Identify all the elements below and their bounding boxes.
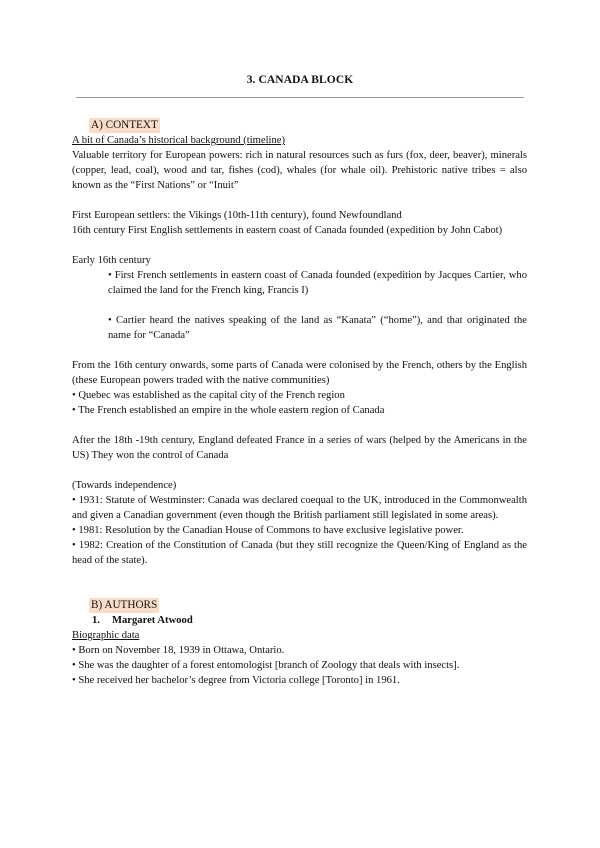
paragraph: First European settlers: the Vikings (10th-11th century), found Newfoundland (72, 210, 402, 221)
bullet-item: • Born on November 18, 1939 in Ottawa, Ontario. (72, 645, 285, 656)
context-subheading: A bit of Canada’s historical background (timeline) (72, 135, 285, 146)
author-number: 1. (92, 615, 100, 626)
bio-subheading: Biographic data (72, 630, 140, 641)
title-divider (76, 97, 524, 98)
author-heading (72, 613, 527, 628)
page-title: 3. CANADA BLOCK (246, 74, 354, 86)
paragraph: From the 16th century onwards, some parts of Canada were colonised by the French, others by the English (these European powers traded with the native communities) (72, 360, 527, 386)
paragraph: After the 18th -19th century, England defeated France in a series of wars (helped by the Americans in the US) They won the control of Canada (72, 435, 527, 461)
bullet-item: • The French established an empire in the whole eastern region of Canada (72, 405, 385, 416)
bullet-item: • 1981: Resolution by the Canadian House of Commons to have exclusive legislative power. (72, 525, 464, 536)
bullet-item: • 1931: Statute of Westminster: Canada was declared coequal to the UK, introduced in the Commonwealth and given a Canadian government (even though the British parliament still legislated in some areas). (72, 495, 527, 521)
bullet-item: • She received her bachelor’s degree from Victoria college [Toronto] in 1961. (72, 675, 400, 686)
section-heading-context: A) CONTEXT (91, 119, 158, 131)
bullet-item: • 1982: Creation of the Constitution of Canada (but they still recognize the Queen/King of England as the head of the state). (72, 540, 527, 566)
bullet-item: • She was the daughter of a forest entomologist [branch of Zoology that deals with insects]. (72, 660, 460, 671)
paragraph: Early 16th century (72, 255, 151, 266)
section-heading-authors: B) AUTHORS (91, 599, 158, 611)
bullet-item: • First French settlements in eastern coast of Canada founded (expedition by Jacques Cartier, who claimed the land for the French king, Francis I) (108, 270, 527, 296)
bullet-item: • Cartier heard the natives speaking of the land as “Kanata” (“home”), and that originated the name for “Canada” (108, 315, 527, 341)
document-body (72, 118, 527, 688)
paragraph: 16th century First English settlements in eastern coast of Canada founded (expedition by John Cabot) (72, 225, 503, 236)
paragraph: (Towards independence) (72, 480, 177, 491)
paragraph: Valuable territory for European powers: rich in natural resources such as furs (fox, deer, beaver), minerals (copper, lead, coal), wood and tar, fishes (cod), whales (for whale oil). Prehistoric native tribes = also known as the “First Nations” or “Inuit” (72, 150, 527, 191)
bullet-item: • Quebec was established as the capital city of the French region (72, 390, 345, 401)
author-name: Margaret Atwood (112, 615, 193, 626)
